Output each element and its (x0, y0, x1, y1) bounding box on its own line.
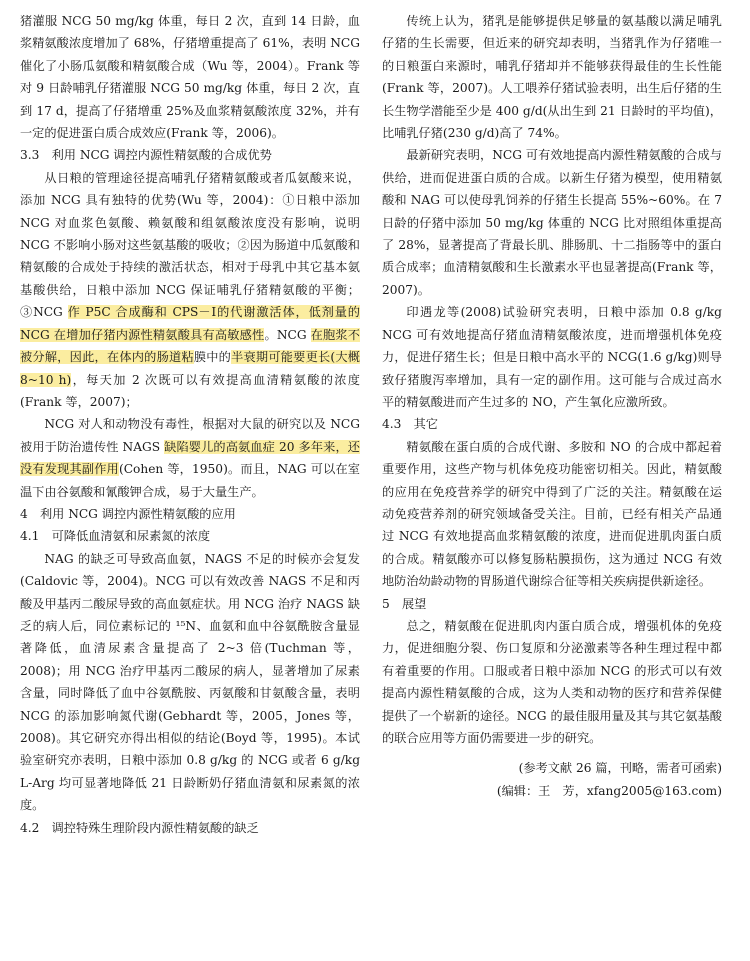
paragraph: 传统上认为，猪乳是能够提供足够量的氨基酸以满足哺乳仔猪的生长需要，但近来的研究却表明，当猪乳作为仔猪唯一的日粮蛋白来源时，哺乳仔猪却并不能够获得最佳的生长性能(Frank 等，2007)。人工喂养仔猪试验表明，出生后仔猪的生长生物学潜能至少是 400 g/d(从出生到 21 日龄时的平均值)，比哺乳仔猪(230 g/d)高了 74%。 (382, 14, 722, 141)
paragraph: NAG 的缺乏可导致高血氨，NAGS 不足的时候亦会复发(Caldovic 等，2004)。NCG 可以有效改善 NAGS 不足和丙酸及甲基丙二酸尿导致的高血氨症状。用 NCG 治疗 NAGS 缺乏的病人后，同位素标记的 ¹⁵N、血氨和血中谷氨酰胺含量显著降低，血清尿素含量提高了 2~3 倍(Tuchman 等，2008)；用 NCG 治疗甲基丙二酸尿的病人，显著增加了尿素含量，同时降低了血中谷氨酰胺、丙氨酸和甘氨酸含量，表明 NCG 的添加影响氮代谢(Gebhardt 等，2005，Jones 等，2008)。其它研究亦得出相似的结论(Boyd 等，1995)。本试验室研究亦表明，日粮中添加 0.8 g/kg 的 NCG 或者 6 g/kg L-Arg 均可显著地降低 21 日龄断奶仔猪血清氨和尿素氮的浓度。 (20, 551, 360, 813)
left-column (20, 10, 360, 839)
text-run: 。NCG (264, 327, 311, 342)
section-heading-4-3: 4.3 其它 (382, 417, 438, 432)
paragraph: 最新研究表明，NCG 可有效地提高内源性精氨酸的合成与供给，进而促进蛋白质的合成。以新生仔猪为模型，使用精氨酸和 NAG 可以使母乳饲养的仔猪生长提高 55%~60%。在 7 日龄的仔猪中添加 50 mg/kg 体重的 NCG 比对照组体重提高了 28%，显著提高了背最长肌、腓肠肌、十二指肠等中的蛋白质合成率；血清精氨酸和生长激素水平也显著提高(Frank 等，2007)。 (382, 148, 722, 297)
highlight-text: 在胞浆不被分解，因此，在体内的肠道粘 (20, 327, 360, 365)
section-heading-4-1: 4.1 可降低血清氨和尿素氮的浓度 (20, 529, 211, 544)
reference-note: (参考文献 26 篇，刊略，需者可函索) (518, 761, 722, 776)
highlight-text: 缺陷婴儿的高氨血症 20 多年来，还没有发现其副作用 (20, 439, 360, 477)
text-run: ，每天加 2 次既可以有效提高血清精氨酸的浓度(Frank 等，2007)； (20, 372, 360, 409)
paragraph-ncg-advantages (20, 167, 360, 413)
paragraph-ncg-safety (20, 413, 360, 503)
section-heading-3-3: 3.3 利用 NCG 调控内源性精氨酸的合成优势 (20, 148, 272, 163)
text-run: 从日粮的管理途径提高哺乳仔猪精氨酸或者瓜氨酸来说，添加 NCG 具有独特的优势(Wu 等，2004)：①日粮中添加 NCG 对血浆色氨酸、赖氨酸和组氨酸浓度没有影响，说明 NCG 不影响小肠对这些氨基酸的吸收；②因为肠道中瓜氨酸和精氨酸的合成处于持续的激活状态，相对于母乳中其它基本氨基酸供给，日粮中添加 NCG 保证哺乳仔猪精氨酸的平衡；③NCG (20, 170, 360, 320)
paragraph: 猪灌服 NCG 50 mg/kg 体重，每日 2 次，直到 14 日龄，血浆精氨酸浓度增加了 68%，仔猪增重提高了 61%，表明 NCG 催化了小肠瓜氨酸和精氨酸合成（Wu 等，2004）。Frank 等对 9 日龄哺乳仔猪灌服 NCG 50 mg/kg 体重，每日 2 次，直到 17 d，提高了仔猪增重 25%及血浆精氨酸浓度 32%，并有一定的促进蛋白质合成效应(Frank 等，2006)。 (20, 14, 360, 141)
right-column (382, 10, 722, 802)
section-heading-5: 5 展望 (382, 596, 427, 611)
text-run: 膜中的 (193, 350, 232, 365)
text-run: (Cohen 等，1950)。而且，NAG 可以在室温下由谷氨酸和氰酸钾合成，易于大量生产。 (20, 462, 360, 499)
editor-note: (编辑：王 芳，xfang2005@163.com) (496, 783, 722, 798)
paragraph: 精氨酸在蛋白质的合成代谢、多胺和 NO 的合成中都起着重要作用，这些产物与机体免疫功能密切相关。因此，精氨酸的应用在免疫营养学的研究中得到了广泛的关注。精氨酸在运动免疫营养剂的研究领域备受关注。目前，已经有相关产品通过 NCG 有效地提高血浆精氨酸的浓度，进而促进肌肉蛋白质的合成。精氨酸亦可以修复肠粘膜损伤，这为通过 NCG 有效地防治幼龄动物的胃肠道代谢综合征等相关疾病提供新途径。 (382, 439, 722, 589)
paragraph: 印遇龙等(2008)试验研究表明，日粮中添加 0.8 g/kg NCG 可有效地提高仔猪血清精氨酸浓度，进而增强机体免疫力，促进仔猪生长；但是日粮中高水平的 NCG(1.6 g/kg)则导致仔猪腹泻率增加，具有一定的副作用。这可能与合成过高水平的精氨酸进而产生过多的 NO，产生氧化应激所致。 (382, 305, 722, 409)
highlight-text: 作 P5C 合成酶和 CPS－Ⅰ的代谢激活体，低剂量的 NCG 在增加仔猪内源性精氨酸具有高敏感性 (20, 305, 360, 342)
section-heading-4: 4 利用 NCG 调控内源性精氨酸的应用 (20, 506, 236, 521)
highlight-text: 半衰期可能要更长(大概 8~10 h) (20, 350, 360, 387)
text-run: NCG 对人和动物没有毒性，根据对大鼠的研究以及 NCG 被用于防治遗传性 NAGS (20, 417, 360, 454)
paragraph: 总之，精氨酸在促进肌肉内蛋白质合成，增强机体的免疫力，促进细胞分裂、伤口复原和分泌激素等各种生理过程中都有着重要的作用。口服或者日粮中添加 NCG 的形式可以有效提高内源性精氨酸的合成，这为人类和动物的医疗和营养保健提供了一个崭新的途径。NCG 的最佳服用量及其与其它氨基酸的联合应用等方面仍需要进一步的研究。 (382, 618, 722, 745)
section-heading-4-2: 4.2 调控特殊生理阶段内源性精氨酸的缺乏 (20, 820, 259, 835)
